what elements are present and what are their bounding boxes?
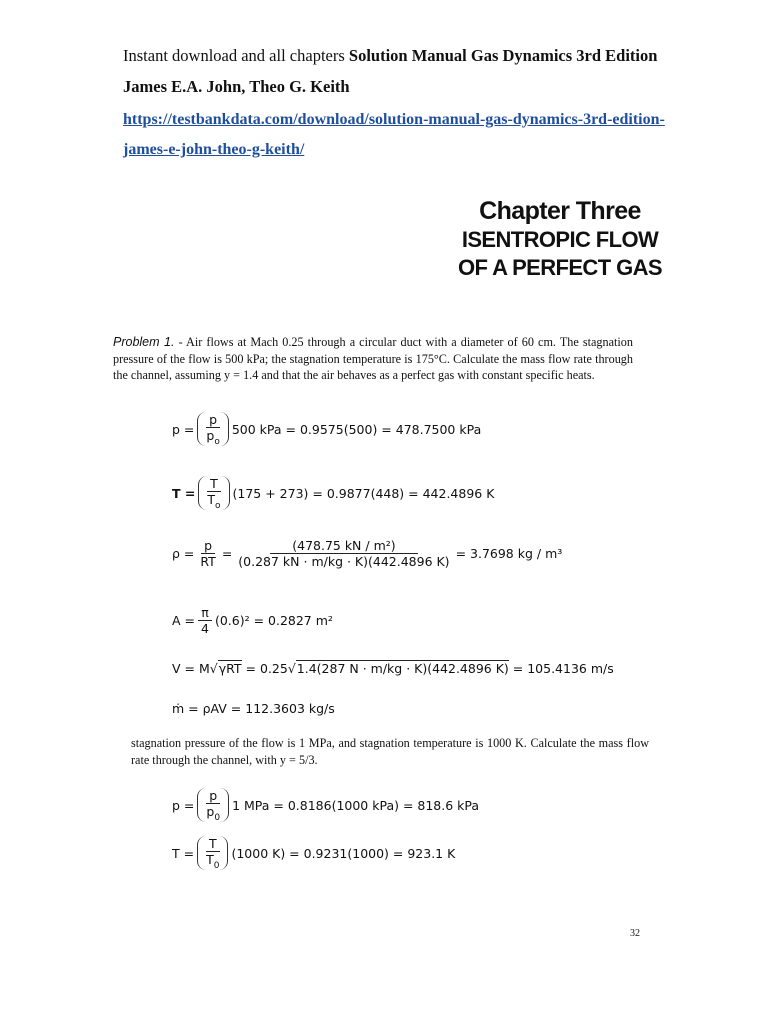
den-subscript: 0 [214, 813, 221, 823]
fraction-numerator: (478.75 kN / m²) [270, 538, 417, 554]
problem-1-label: Problem 1. [113, 335, 175, 349]
eq-rhs: 1 MPa = 0.8186(1000 kPa) = 818.6 kPa [232, 797, 480, 813]
fraction-numerator: p [201, 538, 215, 554]
chapter-title: Chapter Three [479, 197, 641, 225]
fraction-numerator: π [198, 605, 212, 621]
fraction-denominator: (0.287 kN · m/kg · K)(442.4896 K) [238, 554, 450, 569]
header-line-1 [123, 46, 657, 66]
fraction [203, 412, 222, 446]
fraction [197, 538, 218, 569]
equation-density [172, 538, 562, 569]
ratio-paren [197, 836, 228, 870]
ratio-paren [198, 476, 229, 510]
eq-rhs: (1000 K) = 0.9231(1000) = 923.1 K [231, 845, 456, 861]
equation-pressure [172, 412, 481, 446]
fraction-denominator [203, 804, 223, 822]
equation-area [172, 605, 333, 636]
den-symbol: p [206, 428, 215, 443]
ratio-paren [197, 412, 228, 446]
download-link[interactable] [123, 109, 665, 130]
header-prefix: Instant download and all chapters [123, 46, 349, 65]
den-subscript: 0 [213, 861, 220, 871]
eq-text: ṁ = ρAV = 112.3603 kg/s [172, 701, 335, 716]
problem-2-statement: stagnation pressure of the flow is 1 MPa, and stagnation temperature is 1000 K. Calculate the mass flow rate through the channel, with y = 5/3. [131, 736, 649, 767]
eq-rhs: 500 kPa = 0.9575(500) = 478.7500 kPa [231, 421, 482, 437]
fraction-denominator [204, 492, 223, 510]
fraction-denominator [203, 852, 222, 870]
problem-1-text: - Air flows at Mach 0.25 through a circular duct with a diameter of 60 cm. The stagnation pressure of the flow is 500 kPa; the stagnation temperature is 175°C. Calculate the mass flow rate through the channel, assuming y = 1.4 and that the air behaves as a perfect gas with constant specific heats. [113, 335, 633, 382]
fraction [203, 788, 223, 822]
eq-rhs: (175 + 273) = 0.9877(448) = 442.4896 K [232, 485, 495, 501]
eq-rhs: = 3.7698 kg / m³ [455, 546, 563, 561]
sqrt-content: γRT [218, 661, 242, 676]
fraction [198, 605, 212, 636]
equation-2-temperature [172, 836, 455, 870]
equation-2-pressure [172, 788, 479, 822]
download-link-cont[interactable] [123, 139, 304, 160]
equation-velocity [172, 660, 614, 676]
chapter-subtitle-2: OF A PERFECT GAS [458, 255, 662, 280]
fraction-numerator: T [206, 836, 220, 852]
ratio-paren [197, 788, 229, 822]
sqrt-content: 1.4(287 N · m/kg · K)(442.4896 K) [296, 661, 509, 676]
authors-text: James E.A. John, Theo G. Keith [123, 77, 350, 96]
den-symbol: p [206, 804, 215, 819]
eq-lhs: p = [172, 797, 195, 813]
sqrt-symbol: √ [209, 660, 218, 676]
eq-rhs: = 105.4136 m/s [512, 660, 614, 676]
eq-rhs: (0.6)² = 0.2827 m² [214, 613, 333, 628]
fraction-denominator: 4 [201, 621, 209, 636]
page-number: 32 [630, 928, 640, 939]
eq-lhs: T = [172, 485, 196, 501]
header-book-title: Solution Manual Gas Dynamics 3rd Edition [348, 46, 658, 65]
equation-mass-flow [172, 701, 335, 716]
fraction-numerator: p [206, 788, 220, 804]
den-subscript: o [214, 437, 220, 447]
fraction [204, 476, 223, 510]
download-link-line-2[interactable]: james-e-john-theo-g-keith/ [123, 141, 305, 158]
eq-lhs: A = [172, 613, 195, 628]
den-symbol: T [207, 492, 215, 507]
fraction-denominator: RT [200, 554, 216, 569]
problem-1-statement [113, 334, 633, 384]
download-link-line-1[interactable]: https://testbankdata.com/download/solution-manual-gas-dynamics-3rd-edition- [123, 111, 665, 128]
eq-lhs: ρ = [172, 546, 195, 561]
sqrt-symbol: √ [287, 660, 296, 676]
eq-lhs: V = M [172, 660, 210, 676]
eq-mach-value: = 0.25 [245, 660, 288, 676]
equation-temperature [172, 476, 494, 510]
fraction-large [235, 538, 452, 569]
equals-sign: = [221, 546, 233, 561]
den-symbol: T [206, 852, 214, 867]
fraction-denominator [203, 428, 222, 446]
den-subscript: o [215, 501, 221, 511]
header-authors [123, 77, 350, 97]
fraction-numerator: T [207, 476, 221, 492]
fraction [203, 836, 222, 870]
chapter-subtitle-1: ISENTROPIC FLOW [461, 227, 659, 252]
eq-lhs: T = [172, 845, 195, 861]
fraction-numerator: p [206, 412, 220, 428]
eq-lhs: p = [172, 421, 195, 437]
